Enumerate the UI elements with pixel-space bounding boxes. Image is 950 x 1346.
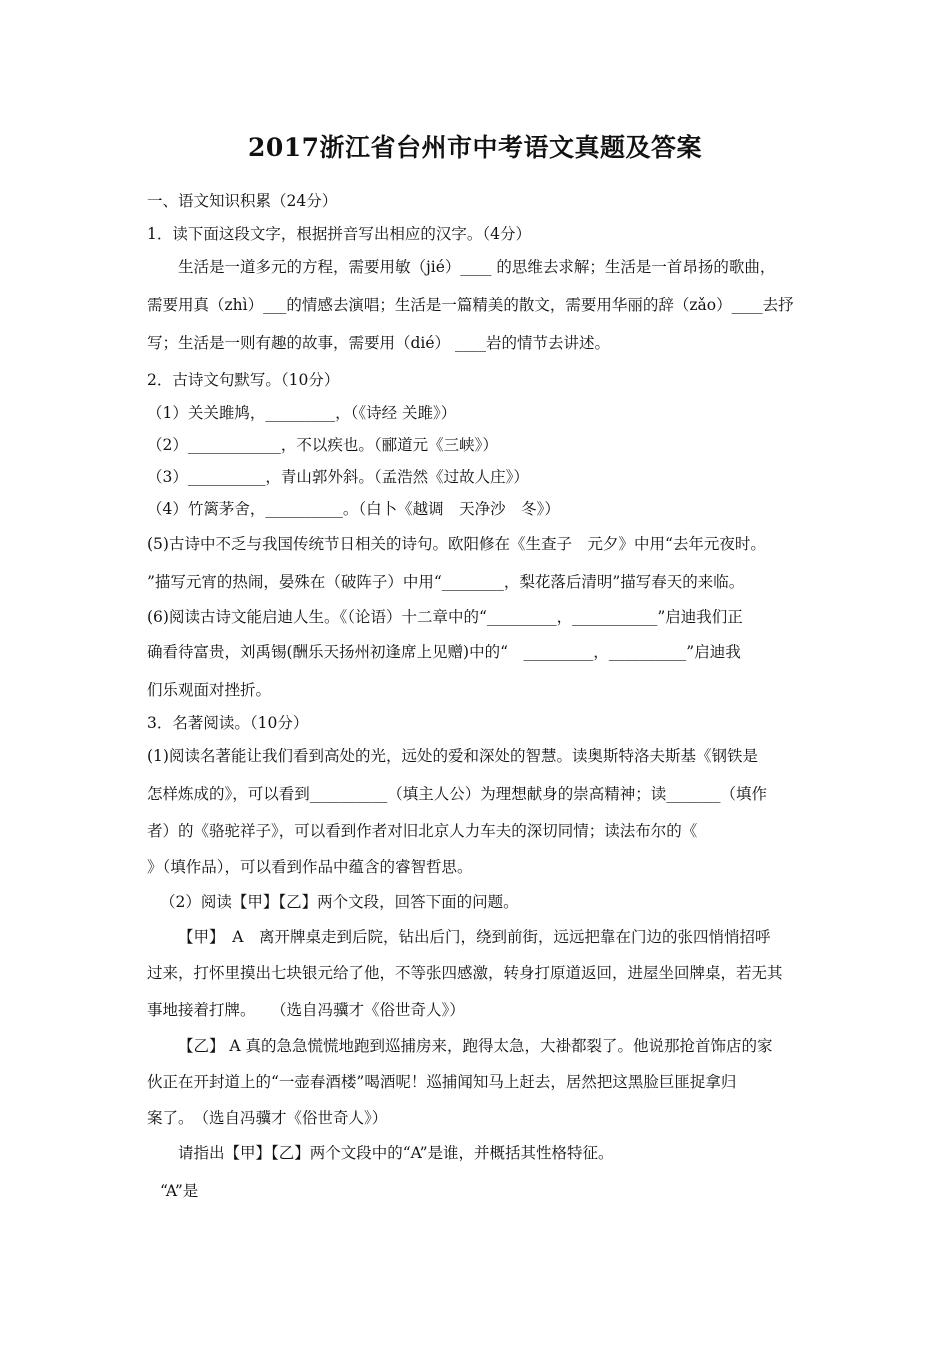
paragraph-line: (6)阅读古诗文能启迪人生。《（论语）十二章中的“_________，___________”启迪我们正 xyxy=(147,608,743,626)
passage-jia-line: 过来，打怀里摸出七块银元给了他，不等张四感激，转身打原道返回，进屋坐回牌桌，若无其 xyxy=(147,964,783,982)
passage-yi-line: 【乙】 A 真的急急慌慌地跑到巡捕房来，跑得太急，大褂都裂了。他说那抢首饰店的家 xyxy=(178,1037,773,1055)
passage-yi-line: 伙正在开封道上的“一壶春酒楼”喝酒呢！巡捕闻知马上赶去，居然把这黑脸巨匪捉拿归 xyxy=(147,1073,737,1091)
paragraph-line: 需要用真（zhì）___的情感去演唱；生活是一篇精美的散文，需要用华丽的辞（zǎo）____去抒 xyxy=(147,296,794,314)
paragraph-line: 》（填作品），可以看到作品中蕴含的睿智哲思。 xyxy=(147,858,473,876)
paragraph-line: (5)古诗中不乏与我国传统节日相关的诗句。欧阳修在《生查子 元夕》中用“去年元夜时。 xyxy=(147,535,766,553)
page-title: 2017浙江省台州市中考语文真题及答案 xyxy=(247,133,703,162)
question-2-prompt: 2．古诗文句默写。（10分） xyxy=(147,371,340,389)
paragraph-line: (1)阅读名著能让我们看到高处的光，远处的爱和深处的智慧。读奥斯特洛夫斯基《钢铁是 xyxy=(147,747,758,765)
question-1-prompt: 1．读下面这段文字，根据拼音写出相应的汉字。（4分） xyxy=(147,225,531,243)
paragraph-line: 写；生活是一则有趣的故事，需要用（dié） ____岩的情节去讲述。 xyxy=(147,334,610,352)
section-heading: 一、语文知识积累（24分） xyxy=(147,192,338,210)
poem-item: （3）__________，青山郭外斜。（孟浩然《过故人庄》） xyxy=(147,468,529,486)
paragraph-line: 生活是一道多元的方程，需要用敏（jié）____ 的思维去求解；生活是一首昂扬的歌曲， xyxy=(178,258,776,276)
passage-yi-line: 案了。 （选自冯骥才《俗世奇人》） xyxy=(147,1109,388,1127)
paragraph-line: 者）的《骆驼祥子》，可以看到作者对旧北京人力车夫的深切同情；读法布尔的《 xyxy=(147,822,698,840)
poem-item: （1）关关雎鸠，_________，（《诗经 关雎》） xyxy=(147,404,457,422)
paragraph-line: ”描写元宵的热闹，晏殊在（破阵子）中用“________，梨花落后清明”描写春天的来临。 xyxy=(147,573,745,591)
question-prompt: 请指出【甲】【乙】两个文段中的“A”是谁，并概括其性格特征。 xyxy=(178,1144,614,1162)
paragraph-line: 确看待富贵，刘禹锡(酬乐天扬州初逢席上见赠)中的“ _________，__________”启迪我 xyxy=(147,643,741,661)
question-3-prompt: 3．名著阅读。（10分） xyxy=(147,714,309,732)
poem-item: （2）____________，不以疾也。（郦道元《三峡》） xyxy=(147,436,498,454)
paragraph-line: 们乐观面对挫折。 xyxy=(147,681,272,699)
answer-line: “A”是 xyxy=(160,1182,199,1200)
paragraph-line: 怎样炼成的》，可以看到__________（填主人公）为理想献身的崇高精神；读_______（填作 xyxy=(147,785,768,803)
passage-jia-line: 【甲】 A 离开牌桌走到后院，钻出后门，绕到前街，远远把靠在门边的张四悄悄招呼 xyxy=(178,928,771,946)
passage-jia-line: 事地接着打牌。 （选自冯骥才《俗世奇人》） xyxy=(147,1001,465,1019)
sub-question-prompt: （2）阅读【甲】【乙】两个文段，回答下面的问题。 xyxy=(160,893,519,911)
poem-item: （4）竹篱茅舍，__________。（白卜《越调 天净沙 冬》） xyxy=(147,500,560,518)
